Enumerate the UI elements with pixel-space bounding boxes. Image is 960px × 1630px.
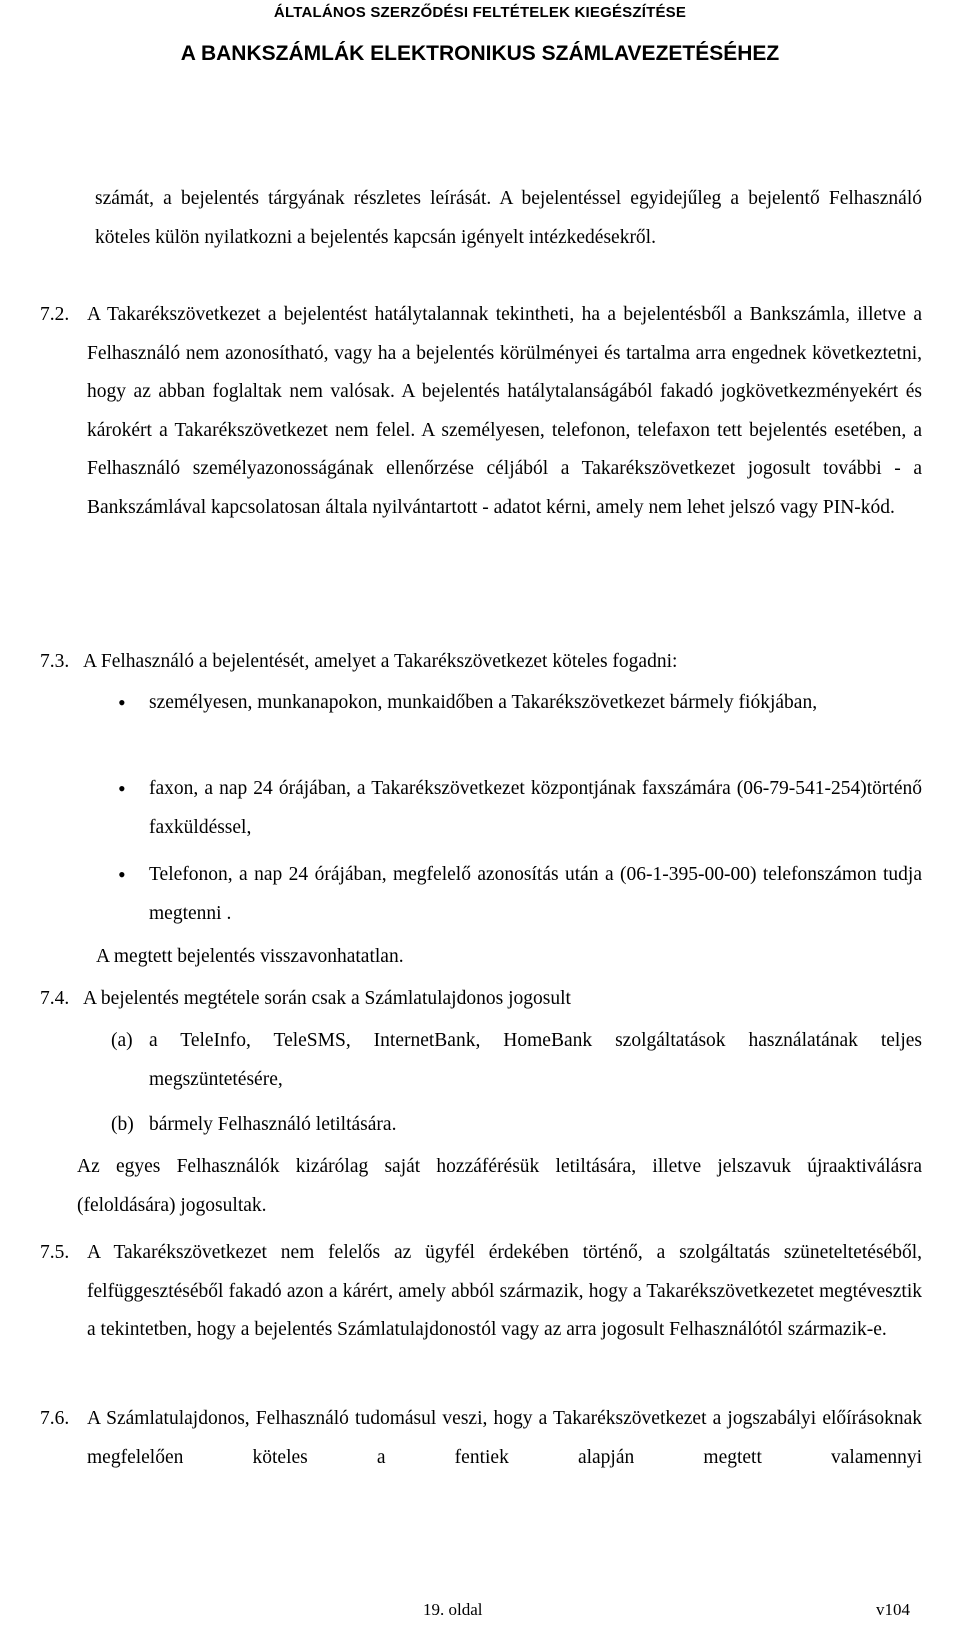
- section-7-2-paragraph: A Takarékszövetkezet a bejelentést hatálytalannak tekintheti, ha a bejelentésből a Bankszámla, illetve a Felhasználó nem azonosítható, vagy ha a bejelentés körülményei és tartalma arra engednek következtetni, hogy az abban foglaltak nem valósak. A bejelentés hatálytalanságából fakadó jogkövetkezményekért és károkért a Takarékszövetkezet nem felel. A személyesen, telefonon, telefaxon tett bejelentés esetében, a Felhasználó személyazonosságának ellenőrzése céljából a Takarékszövetkezet jogosult további - a Bankszámlával kapcsolatosan általa nyilvántartott - adatot kérni, amely nem lehet jelszó vagy PIN-kód.: [87, 304, 922, 518]
- section-7-3-closing: A megtett bejelentés visszavonhatatlan.: [96, 946, 404, 967]
- section-number-7-5: 7.5.: [40, 1242, 70, 1263]
- bullet-icon: •: [118, 690, 126, 715]
- section-7-3-bullet-1: személyesen, munkanapokon, munkaidőben a Takarékszövetkezet bármely fiókjában,: [149, 692, 818, 713]
- section-7-3-bullet-3: Telefonon, a nap 24 órájában, megfelelő azonosítás után a (06-1-395-00-00) telefonszámon tudja megtenni .: [149, 864, 922, 924]
- bullet-icon: •: [118, 776, 126, 801]
- section-7-4-closing: Az egyes Felhasználók kizárólag saját hozzáférésük letiltására, illetve jelszavuk újraaktiválásra (feloldására) jogosultak.: [77, 1156, 922, 1216]
- section-number-7-4: 7.4.: [40, 988, 70, 1009]
- section-7-6-text: A Számlatulajdonos, Felhasználó tudomásul veszi, hogy a Takarékszövetkezet a jogszabályi előírásoknak megfelelően köteles a fentiek alapján megtett valamennyi: [87, 1408, 922, 1468]
- document-version: v104: [876, 1600, 910, 1619]
- intro-paragraph: számát, a bejelentés tárgyának részletes leírását. A bejelentéssel egyidejűleg a bejelentő Felhasználó köteles külön nyilatkozni a bejelentés kapcsán igényelt intézkedésekről.: [95, 188, 922, 248]
- section-7-3-bullet-2: faxon, a nap 24 órájában, a Takarékszövetkezet központjának faxszámára (06-79-541-254)történő faxküldéssel,: [149, 778, 922, 838]
- page-number: 19. oldal: [423, 1600, 483, 1619]
- section-number-7-3: 7.3.: [40, 651, 70, 672]
- list-label-a: (a): [111, 1030, 133, 1051]
- section-7-5-text: A Takarékszövetkezet nem felelős az ügyfél érdekében történő, a szolgáltatás szüneteltetéséből, felfüggesztéséből fakadó azon a kárért, amely abból származik, hogy a Takarékszövetkezetet megtévesztik a tekintetben, hogy a bejelentés Számlatulajdonostól vagy az arra jogosult Felhasználótól származik-e.: [87, 1242, 922, 1341]
- section-7-2-text: [87, 296, 922, 528]
- bullet-icon: •: [118, 862, 126, 887]
- header-title-line2: A BANKSZÁMLÁK ELEKTRONIKUS SZÁMLAVEZETÉSÉHEZ: [180, 42, 780, 65]
- section-7-4-intro: A bejelentés megtétele során csak a Számlatulajdonos jogosult: [83, 988, 571, 1009]
- header-title-line1: ÁLTALÁNOS SZERZŐDÉSI FELTÉTELEK KIEGÉSZÍTÉSE: [273, 4, 687, 21]
- section-7-4-item-a: a TeleInfo, TeleSMS, InternetBank, HomeBank szolgáltatások használatának teljes megszüntetésére,: [149, 1030, 922, 1090]
- section-number-7-2: 7.2.: [40, 304, 70, 325]
- section-7-4-item-b: bármely Felhasználó letiltására.: [149, 1114, 397, 1135]
- section-7-3-intro: A Felhasználó a bejelentését, amelyet a Takarékszövetkezet köteles fogadni:: [83, 651, 678, 672]
- section-number-7-6: 7.6.: [40, 1408, 70, 1429]
- list-label-b: (b): [111, 1114, 134, 1135]
